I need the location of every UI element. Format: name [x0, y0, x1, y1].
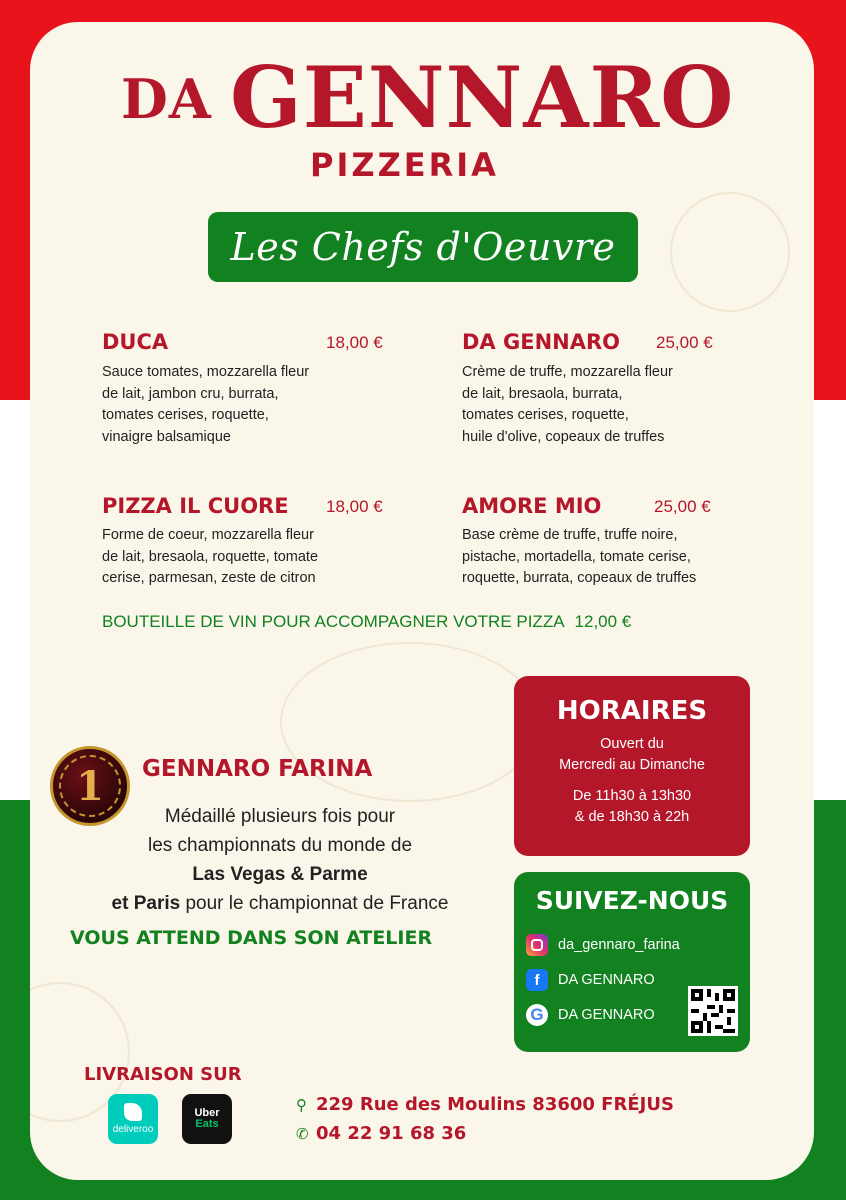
location-pin-icon: ⚲: [296, 1095, 307, 1114]
qr-code[interactable]: [688, 986, 738, 1036]
pizza-description: Forme de coeur, mozzarella fleur de lait, bresaola, roquette, tomate cerise, parmesan, zeste de citron: [102, 527, 319, 586]
phone-icon: ✆: [296, 1124, 309, 1143]
hours-title: HORAIRES: [556, 696, 708, 726]
google-icon: G: [526, 1004, 548, 1026]
address: ⚲ 229 Rue des Moulins 83600 FRÉJUS: [296, 1094, 674, 1115]
menu-card: [30, 22, 814, 1180]
hours-box: [514, 676, 750, 856]
section-banner: [208, 212, 638, 282]
pizza-name: AMORE MIO: [462, 494, 602, 518]
ubereats-badge[interactable]: Uber Eats: [182, 1094, 232, 1144]
chef-cta: VOUS ATTEND DANS SON ATELIER: [70, 927, 433, 949]
pizza-price: 18,00 €: [326, 497, 383, 516]
phone-number[interactable]: ✆ 04 22 91 68 36: [296, 1123, 467, 1144]
deliveroo-badge[interactable]: deliveroo: [108, 1094, 158, 1144]
wine-price: 12,00 €: [574, 612, 632, 631]
pizza-price: 25,00 €: [656, 333, 713, 352]
chef-name: GENNARO FARINA: [142, 756, 373, 782]
pizza-sketch-decoration: [670, 192, 790, 312]
social-title: SUIVEZ-NOUS: [535, 886, 729, 915]
hours-slot: & de 18h30 à 22h: [574, 809, 690, 825]
facebook-icon: f: [526, 969, 548, 991]
wine-offer: [102, 612, 631, 632]
banner-title: Les Chefs d'Oeuvre: [230, 225, 616, 269]
pizza-name: DA GENNARO: [462, 330, 621, 354]
pizza-name: PIZZA IL CUORE: [102, 494, 289, 518]
facebook-link[interactable]: [526, 969, 655, 991]
pizza-description: Base crème de truffe, truffe noire, pistache, mortadella, tomate cerise, roquette, burrata, copeaux de truffes: [462, 527, 697, 586]
social-box: [514, 872, 750, 1052]
logo-main: GENNARO: [230, 48, 735, 147]
delivery-title: LIVRAISON SUR: [84, 1064, 242, 1085]
wine-label: BOUTEILLE DE VIN POUR ACCOMPAGNER VOTRE PIZZA: [102, 612, 565, 631]
pizza-description: Sauce tomates, mozzarella fleur de lait, jambon cru, burrata, tomates cerises, roquette, vinaigre balsamique: [102, 364, 310, 445]
pizza-name: DUCA: [102, 330, 169, 354]
instagram-link[interactable]: [526, 934, 680, 956]
google-name: DA GENNARO: [558, 1007, 655, 1023]
hours-open-days: Mercredi au Dimanche: [559, 757, 705, 773]
pizza-price: 25,00 €: [654, 497, 711, 516]
facebook-name: DA GENNARO: [558, 972, 655, 988]
hours-slot: De 11h30 à 13h30: [572, 788, 692, 804]
instagram-icon: [526, 934, 548, 956]
deliveroo-icon: [124, 1103, 142, 1121]
chef-description: Médaillé plusieurs fois pour les championnats du monde de Las Vegas & Parme et Paris pour le championnat de France: [111, 806, 449, 914]
logo-prefix: DA: [121, 67, 212, 131]
instagram-handle: da_gennaro_farina: [558, 937, 680, 953]
google-link[interactable]: [526, 1004, 655, 1026]
pizza-description: Crème de truffe, mozzarella fleur de lait, bresaola, burrata, tomates cerises, roquette, huile d'olive, copeaux de truffes: [462, 364, 673, 445]
hours-open-line: Ouvert du: [600, 736, 664, 752]
medal-icon: 1: [50, 746, 130, 826]
pizza-price: 18,00 €: [326, 333, 383, 352]
logo-subtitle: PIZZERIA: [310, 146, 499, 184]
